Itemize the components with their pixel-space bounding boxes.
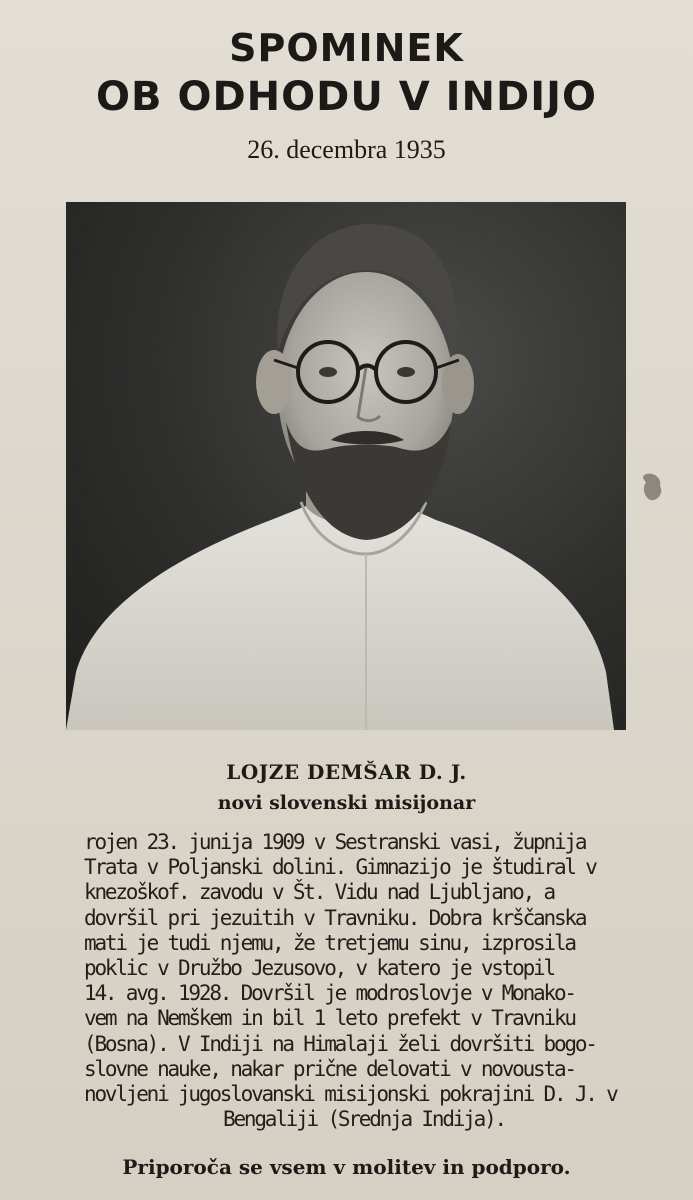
biography-line: rojen 23. junija 1909 v Sestranski vasi, župnija: [84, 830, 586, 854]
biography-line: knezoškof. zavodu v Št. Vidu nad Ljubljano, a: [84, 880, 554, 905]
biography-line: vem na Nemškem in bil 1 leto prefekt v Travniku: [84, 1006, 575, 1031]
biography-line: slovne nauke, nakar prične delovati v novousta-: [84, 1056, 575, 1081]
biography-text: [84, 830, 644, 1132]
shirt-shape: [66, 502, 614, 730]
biography-line: mati je tudi njemu, že tretjemu sinu, izprosila: [84, 930, 575, 955]
card-title-line2: OB ODHODU V INDIJO: [96, 74, 597, 120]
portrait-photo: [66, 202, 626, 730]
card-title-line1: SPOMINEK: [229, 26, 464, 70]
biography-line: 14. avg. 1928. Dovršil je modroslovje v Monako-: [84, 981, 575, 1006]
biography-line: novljeni jugoslovanski misijonski pokrajini D. J. v: [84, 1082, 617, 1107]
person-name: LOJZE DEMŠAR D. J.: [226, 760, 467, 784]
biography-line: (Bosna). V Indiji na Himalaji želi dovršiti bogo-: [84, 1031, 596, 1056]
person-role: novi slovenski misijonar: [217, 792, 476, 814]
ink-smudge: [640, 470, 666, 506]
card-date: 26. decembra 1935: [247, 135, 446, 164]
prayer-request: Priporoča se vsem v molitev in podporo.: [122, 1155, 571, 1179]
biography-line: dovršil pri jezuitih v Travniku. Dobra krščanska: [84, 905, 586, 930]
portrait-illustration: [66, 202, 626, 730]
biography-line: Trata v Poljanski dolini. Gimnazijo je študiral v: [84, 855, 596, 880]
biography-line: Bengaliji (Srednja Indija).: [223, 1107, 505, 1132]
biography-line: poklic v Družbo Jezusovo, v katero je vstopil: [84, 956, 554, 981]
